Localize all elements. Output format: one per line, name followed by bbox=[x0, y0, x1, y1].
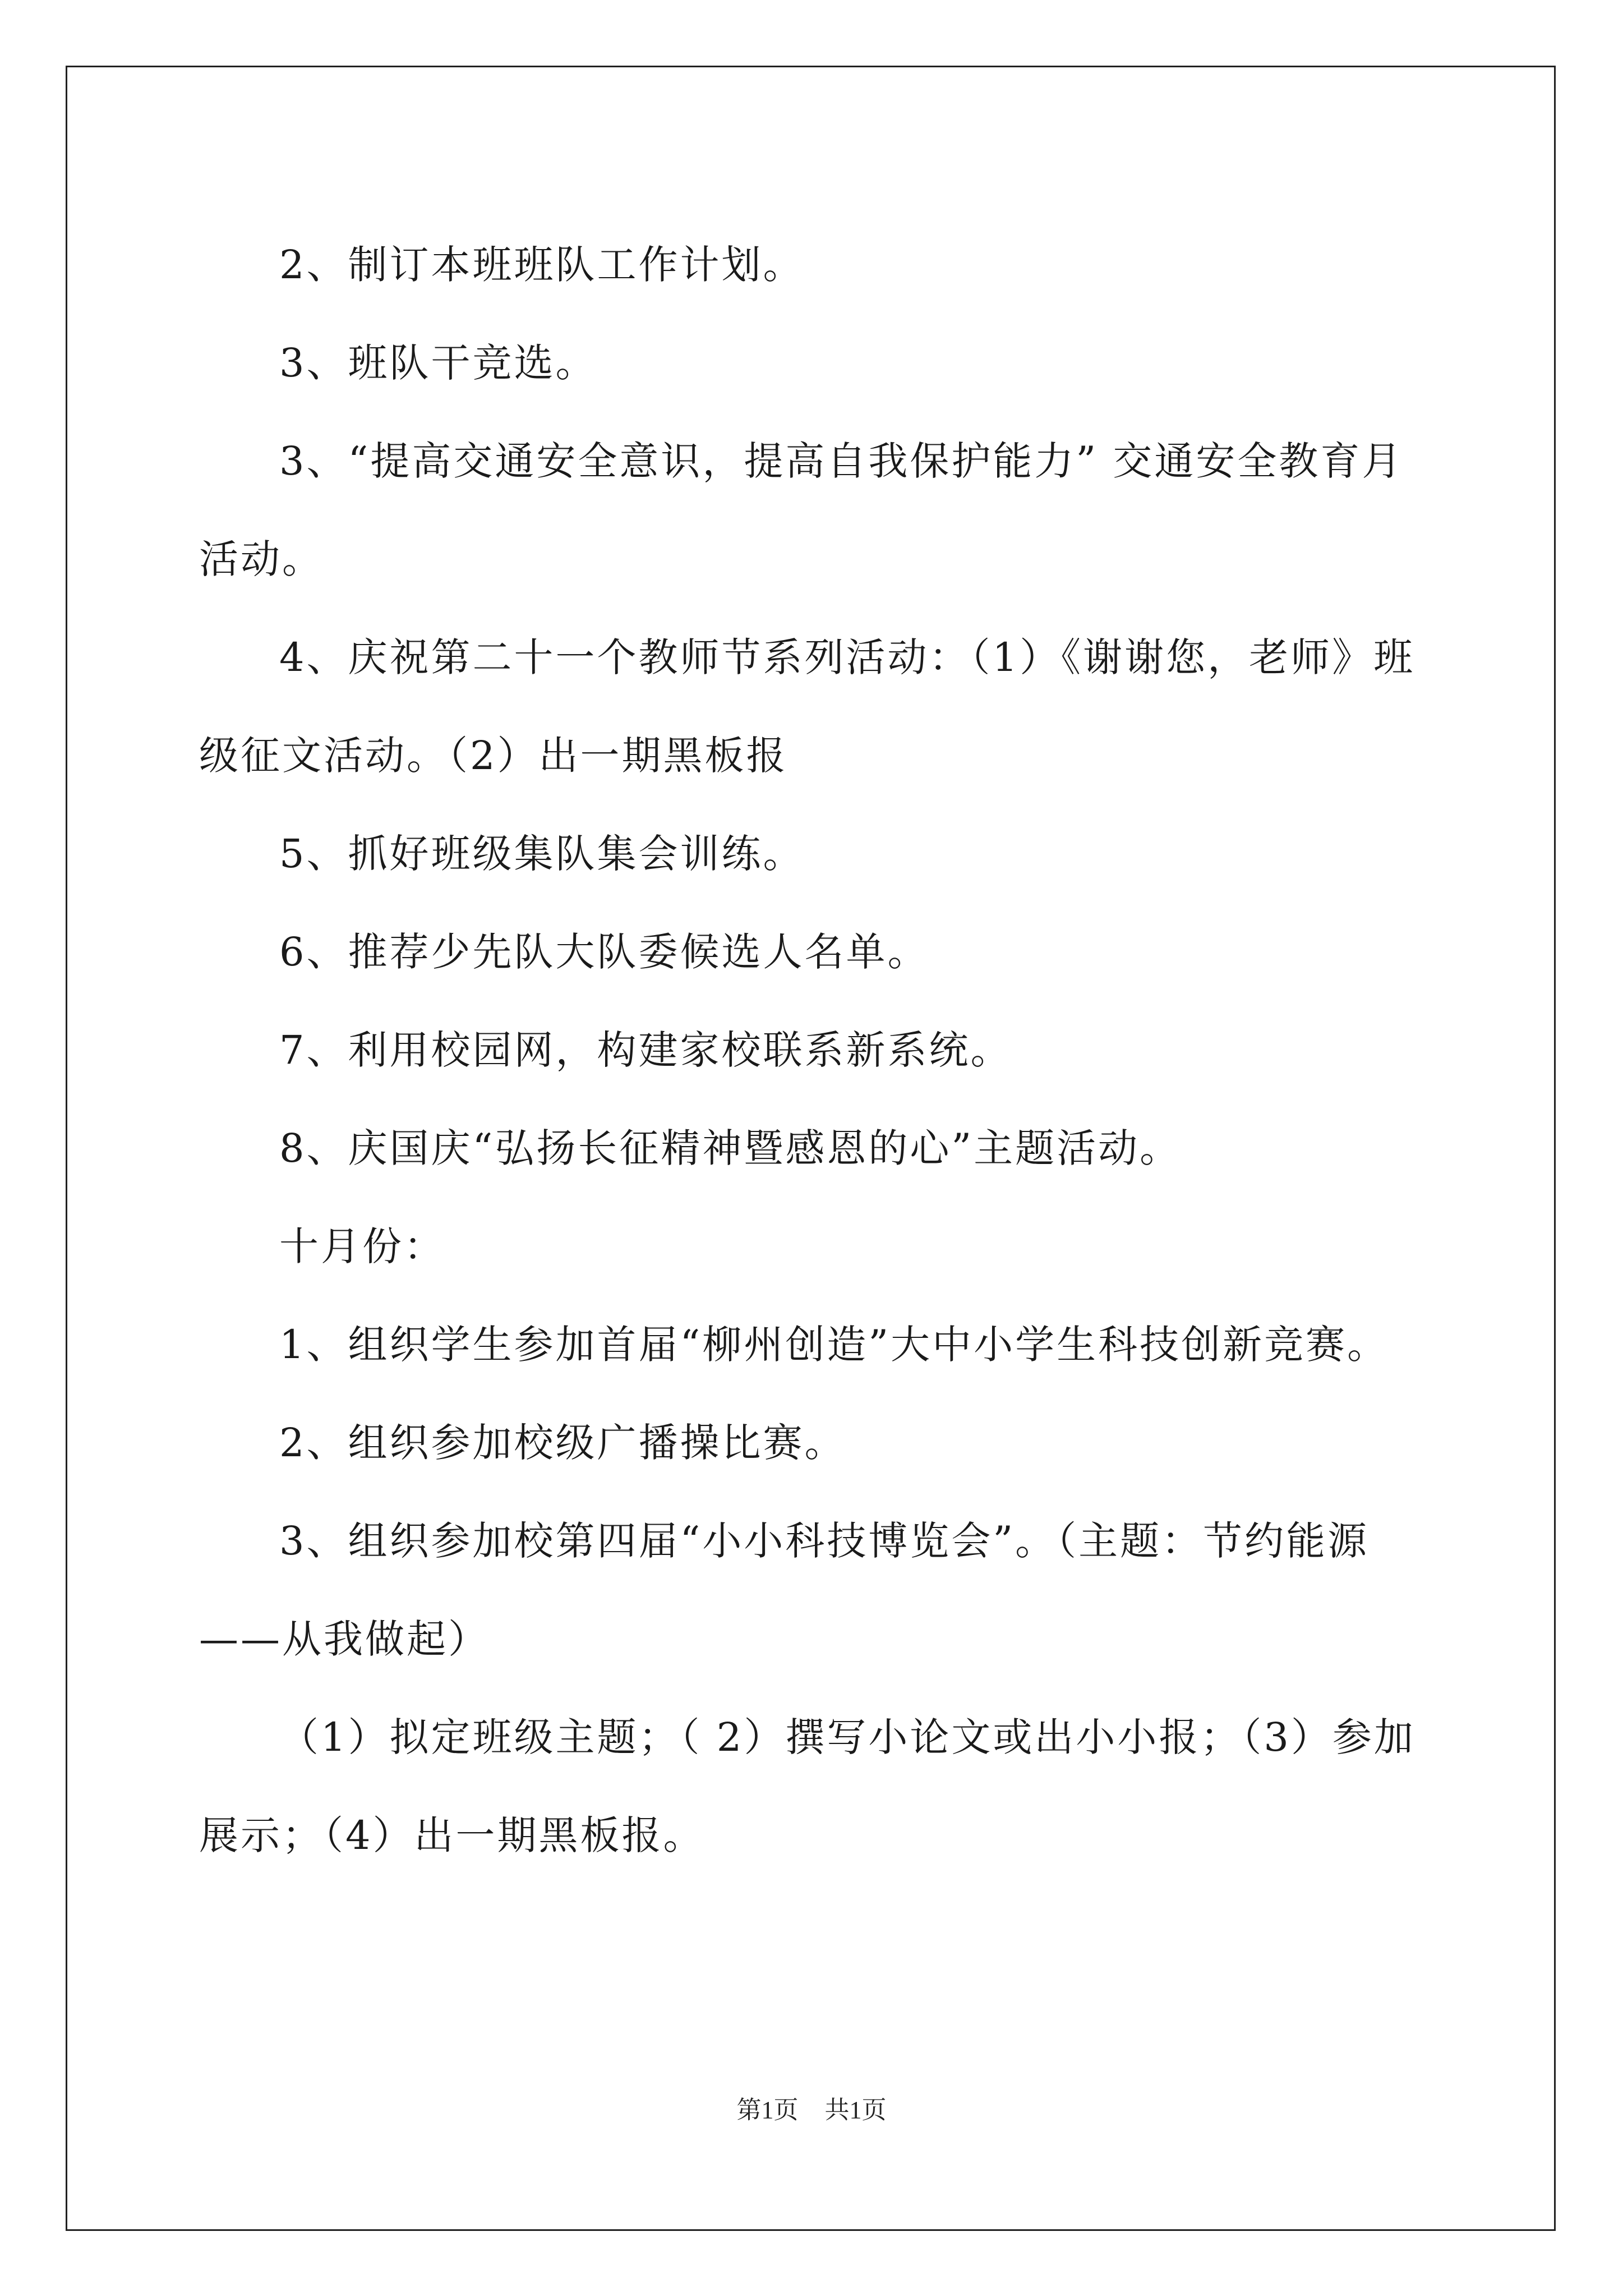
paragraph: 4、庆祝第二十一个教师节系列活动：（1）《谢谢您，老师》班级征文活动。（2）出一期黑板报 bbox=[199, 634, 1415, 779]
paragraph: 3、班队干竞选。 bbox=[279, 340, 597, 386]
paragraph: 3、组织参加校第四届“小小科技博览会”。（主题：节约能源——从我做起） bbox=[199, 1518, 1370, 1662]
paragraph: （1）拟定班级主题；（ 2）撰写小论文或出小小报；（3）参加展示；（4）出一期黑板报。 bbox=[199, 1714, 1415, 1858]
page-number: 第1页 bbox=[736, 2096, 799, 2124]
paragraph: 5、抓好班级集队集会训练。 bbox=[279, 831, 805, 877]
paragraph: 7、利用校园网，构建家校联系新系统。 bbox=[279, 1027, 1012, 1073]
paragraph: 6、推荐少先队大队委候选人名单。 bbox=[279, 929, 929, 975]
section-heading: 十月份： bbox=[279, 1223, 445, 1269]
paragraph: 1、组织学生参加首届“柳州创造”大中小学生科技创新竞赛。 bbox=[279, 1322, 1389, 1368]
paragraph: 3、“提高交通安全意识，提高自我保护能力” 交通安全教育月活动。 bbox=[199, 438, 1404, 582]
paragraph: 2、制订本班班队工作计划。 bbox=[279, 242, 805, 288]
page-footer bbox=[0, 2090, 1623, 2125]
paragraph: 2、组织参加校级广播操比赛。 bbox=[279, 1420, 846, 1466]
page-total: 共1页 bbox=[824, 2096, 887, 2124]
paragraph: 8、庆国庆“弘扬长征精神暨感恩的心”主题活动。 bbox=[279, 1125, 1182, 1171]
document-body bbox=[199, 216, 1433, 1885]
